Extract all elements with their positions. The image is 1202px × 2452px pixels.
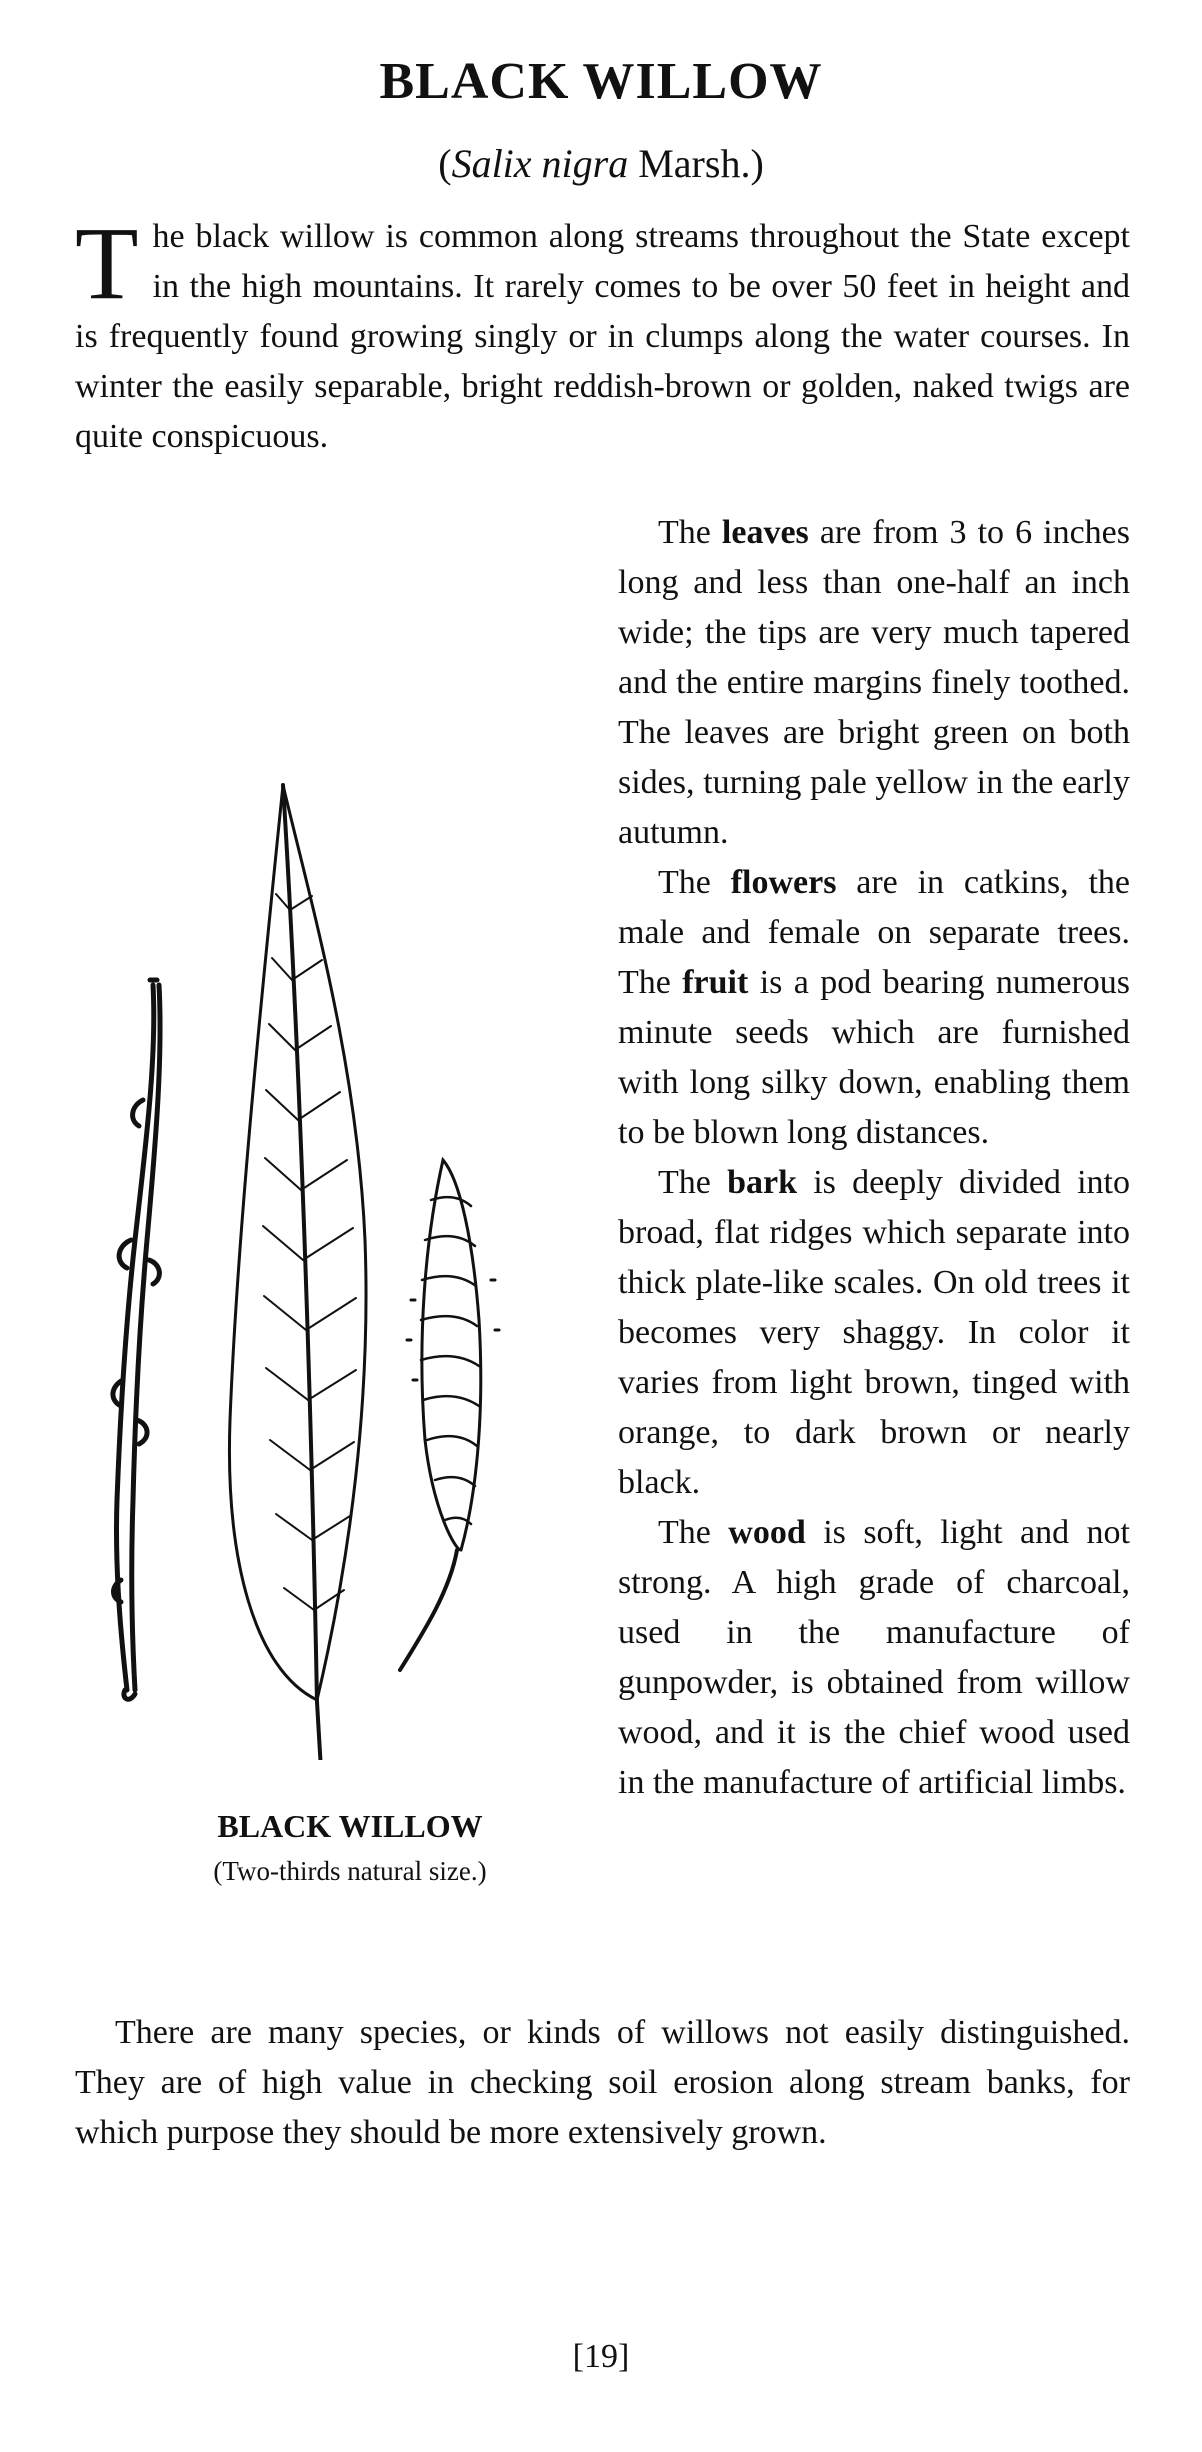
closing-paragraph xyxy=(75,2008,1130,2158)
scientific-binomial: Salix nigra xyxy=(451,141,629,186)
intro-paragraph xyxy=(75,206,1130,462)
figure-caption-title: BLACK WILLOW xyxy=(217,1808,483,1844)
term-flowers: flowers xyxy=(730,864,837,901)
bark-text: is deeply divided into broad, flat ridges which separate into thick plate-like scales. On old trees it becomes very shaggy. In color it varies from light brown, tinged with orange, to dark brown or nearly black. xyxy=(618,1164,1131,1501)
leaf-drawing xyxy=(229,785,366,1760)
term-leaves: leaves xyxy=(721,514,809,551)
wood-text: is soft, light and not strong. A high grade of charcoal, used in the manufacture of gunpowder, is obtained from willow wood, and it is the chief wood used in the manufacture of artificial limbs. xyxy=(618,1514,1130,1801)
scientific-name xyxy=(0,140,1202,187)
willow-illustration xyxy=(95,680,595,1760)
flowers-pre: The xyxy=(658,864,731,901)
leaves-text: are from 3 to 6 inches long and less than one-half an inch wide; the tips are very much tapered and the entire margins finely toothed. The leaves are bright green on both sides, turning pale yellow in the early autumn. xyxy=(618,514,1131,851)
intro-text: he black willow is common along streams throughout the State except in the high mountains. It rarely comes to be over 50 feet in height and is frequently found growing singly or in clumps along the water courses. In winter the easily separable, bright reddish-brown or golden, naked twigs are quite conspicuous. xyxy=(75,218,1130,455)
page-title: BLACK WILLOW xyxy=(379,53,823,110)
drop-cap: T xyxy=(75,206,139,321)
leaves-pre: The xyxy=(658,514,722,551)
bark-paragraph xyxy=(618,1158,1130,1508)
flowers-text: are in catkins, the male and female on separate trees. The xyxy=(618,864,1131,1001)
closing-text: There are many species, or kinds of willows not easily distinguished. They are of high value in checking soil erosion along stream banks, for which purpose they should be more extensively grown. xyxy=(75,2014,1130,2151)
term-bark: bark xyxy=(727,1164,797,1201)
term-fruit: fruit xyxy=(682,964,749,1001)
leaves-paragraph xyxy=(618,508,1130,858)
term-wood: wood xyxy=(728,1514,806,1551)
bark-pre: The xyxy=(658,1164,728,1201)
figure-caption-note: (Two-thirds natural size.) xyxy=(213,1856,487,1886)
page-number: [19] xyxy=(572,2338,630,2375)
twig-drawing xyxy=(113,980,160,1699)
wood-paragraph xyxy=(618,1508,1130,1808)
fruit-text: is a pod bearing numerous minute seeds which are furnished with long silky down, enabling them to be blown long distances. xyxy=(618,964,1130,1151)
wood-pre: The xyxy=(658,1514,729,1551)
description-column xyxy=(618,508,1130,1808)
catkin-drawing xyxy=(400,1160,499,1670)
flowers-paragraph xyxy=(618,858,1130,1158)
paren-open: ( xyxy=(438,141,452,186)
authority: Marsh.) xyxy=(628,141,764,186)
